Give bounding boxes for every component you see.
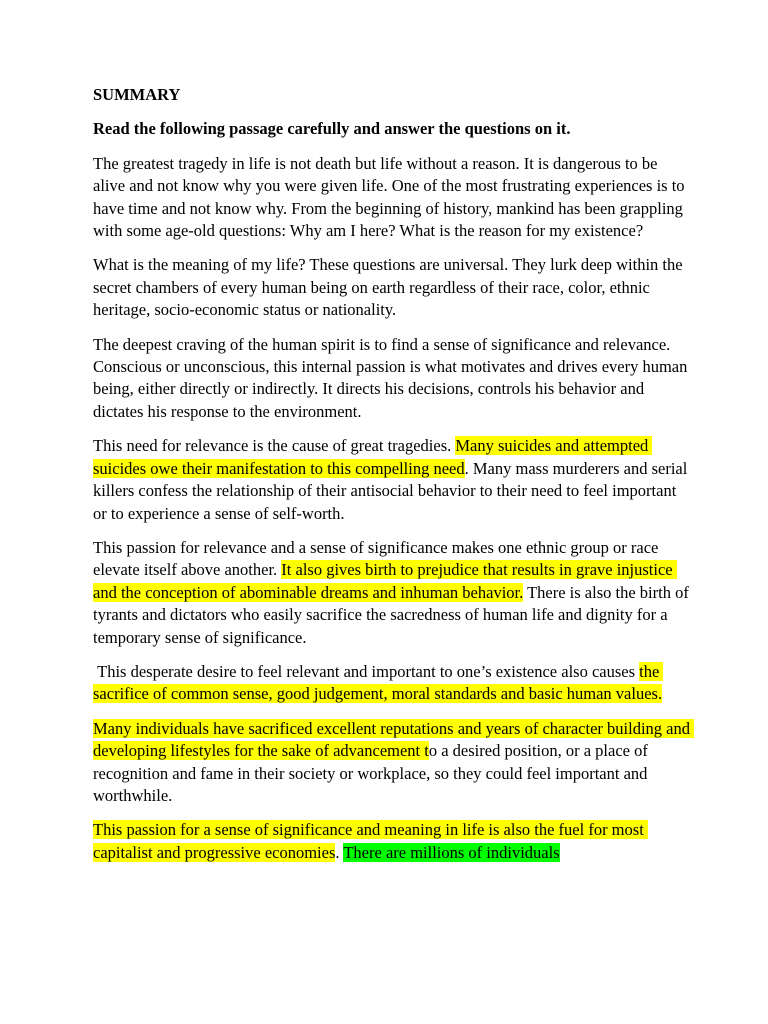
highlighted-text-yellow: the sacrifice of common sense, good judgement, moral standards and basic human values. — [93, 661, 664, 704]
highlighted-text-green: There are millions of individuals — [343, 842, 560, 862]
text-segment: The deepest craving of the human spirit is to find a sense of significance and relevance. Conscious or unconscious, this internal passion is what motivates and drives every human being, either directly or indirectly. It directs his decisions, controls his behavior and dictates his response to the environment. — [93, 334, 692, 421]
document-page — [93, 84, 693, 876]
text-segment: . Many mass murderers and serial killers confess the relationship of their antisocial behavior to their need to feel important or to experience a sense of self-worth. — [93, 458, 692, 523]
paragraph-1 — [93, 153, 693, 243]
text-segment: This passion for relevance and a sense of significance makes one ethnic group or race elevate itself above another. — [93, 537, 663, 580]
highlighted-text-yellow: Many suicides and attempted suicides owe their manifestation to this compelling need — [93, 436, 653, 478]
text-segment: o a desired position, or a place of recognition and fame in their society or workplace, so they could feel important and worthwhile. — [93, 741, 652, 805]
paragraph-6 — [93, 661, 693, 706]
paragraph-4 — [93, 435, 693, 525]
text-segment: This need for relevance is the cause of great tragedies. — [93, 436, 456, 456]
text-segment: The greatest tragedy in life is not death but life without a reason. It is dangerous to be alive and not know why you were given life. One of the most frustrating experiences is to have time and not know why. From the beginning of history, mankind has been grappling with some age-old questions: Why am I here? What is the reason for my existence? — [93, 153, 689, 241]
highlighted-text-yellow: This passion for a sense of significance and meaning in life is also the fuel for most capitalist and progressive economies — [93, 820, 648, 862]
instruction-text: Read the following passage carefully and answer the questions on it. — [93, 119, 571, 139]
text-segment: . — [335, 842, 344, 862]
paragraph-8 — [93, 819, 693, 864]
paragraph-2 — [93, 254, 693, 321]
paragraph-7 — [93, 718, 693, 808]
document-heading: SUMMARY — [93, 85, 181, 104]
paragraph-3 — [93, 334, 693, 424]
highlighted-text-yellow: Many individuals have sacrificed excellent reputations and years of character building and developing lifestyles for the sake of advancement t — [93, 718, 695, 761]
text-segment: What is the meaning of my life? These questions are universal. They lurk deep within the secret chambers of every human being on earth regardless of their race, color, ethnic heritage, socio-economic status or nationality. — [93, 255, 687, 320]
text-segment: There is also the birth of tyrants and dictators who easily sacrifice the sacredness of human life and dignity for a temporary sense of significance. — [93, 582, 693, 647]
text-segment: This desperate desire to feel relevant and important to one’s existence also causes — [93, 661, 640, 681]
highlighted-text-yellow: It also gives birth to prejudice that results in grave injustice and the conception of abominable dreams and inhuman behavior. — [93, 560, 677, 602]
paragraph-5 — [93, 537, 693, 649]
